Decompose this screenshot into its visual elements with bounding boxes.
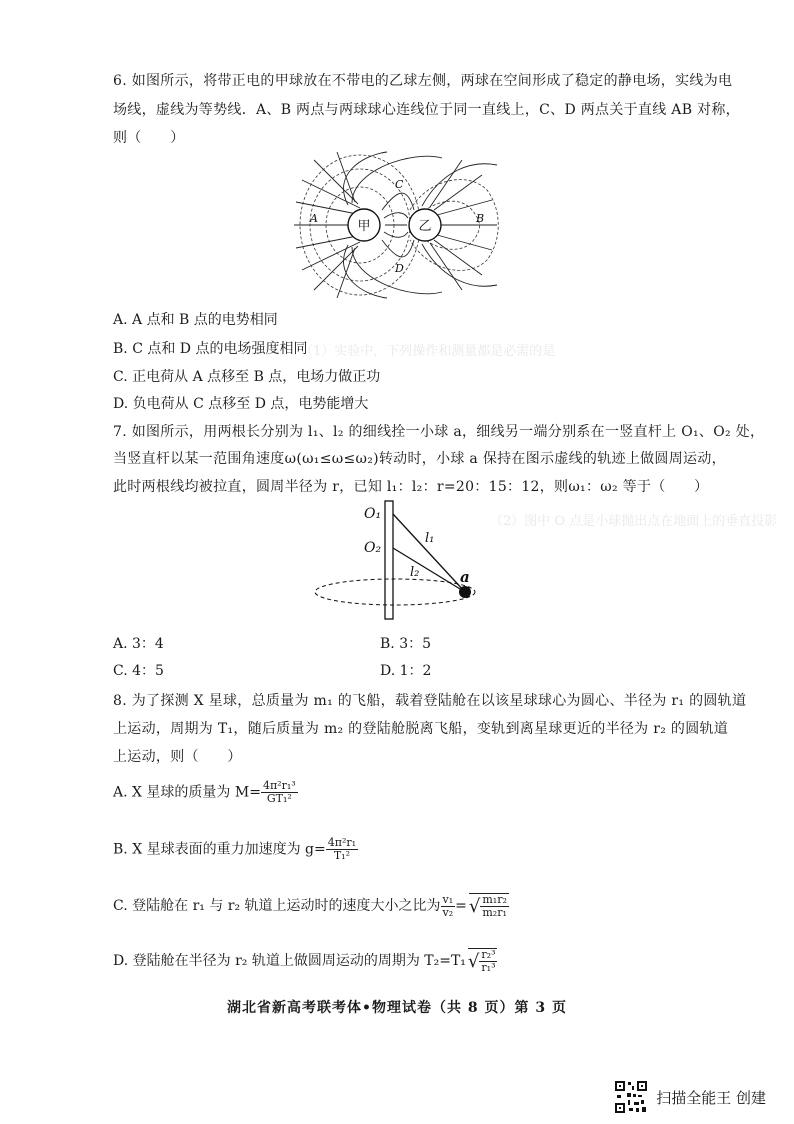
qr-code-icon bbox=[614, 1080, 648, 1114]
q8-option-c-velocity-ratio bbox=[441, 894, 456, 919]
q6-option-b: B. C 点和 D 点的电场强度相同 bbox=[113, 341, 308, 357]
q8-option-b-prefix: B. X 星球表面的重力加速度为 g= bbox=[113, 841, 326, 858]
q7-stem-line-3: 此时两根线均被拉直，圆周半径为 r，已知 l₁：l₂：r=20：15：12，则ω₁：ω₂ 等于（ ） bbox=[113, 479, 709, 495]
q6-option-c: C. 正电荷从 A 点移至 B 点，电场力做正功 bbox=[113, 369, 381, 385]
q8-option-c-root-numerator: m₁r₂ bbox=[482, 893, 507, 906]
q8-option-a-fraction bbox=[261, 780, 298, 805]
label-A: A bbox=[310, 212, 318, 225]
q8-option-d-sqrt: √ $\frac{\text{r₂³}}{\text{r₁³}}$ bbox=[467, 948, 496, 974]
q6-stem-line-3: 则（ ） bbox=[113, 130, 185, 146]
q8-stem-line-2: 上运动，周期为 T₁，随后质量为 m₂ 的登陆舱脱离飞船，变轨到离星球更近的半径为 r₂ 的圆轨道 bbox=[113, 721, 729, 737]
label-jia: 甲 bbox=[357, 219, 371, 234]
label-O2: O₂ bbox=[364, 540, 382, 556]
scanner-watermark bbox=[614, 1080, 766, 1114]
q8-stem-line-1: 8. 为了探测 X 星球，总质量为 m₁ 的飞船，载着登陆舱在以该星球球心为圆心、半径为 r₁ 的圆轨道 bbox=[113, 693, 747, 709]
q8-option-d-prefix: D. 登陆舱在半径为 r₂ 轨道上做圆周运动的周期为 T₂=T₁ bbox=[113, 953, 466, 969]
q8-option-c-prefix: C. 登陆舱在 r₁ 与 r₂ 轨道上运动时的速度大小之比为 bbox=[113, 898, 441, 914]
label-O1: O₁ bbox=[364, 506, 382, 522]
q8-option-b-fraction bbox=[326, 837, 358, 862]
q6-option-d: D. 负电荷从 C 点移至 D 点，电势能增大 bbox=[113, 396, 369, 412]
q6-stem-line-1: 6. 如图所示，将带正电的甲球放在不带电的乙球左侧，两球在空间形成了稳定的静电场，实线为电 bbox=[113, 73, 733, 89]
q7-option-a: A. 3：4 bbox=[113, 636, 164, 652]
q7-option-b: B. 3：5 bbox=[380, 636, 432, 652]
q7-option-c: C. 4：5 bbox=[113, 663, 164, 679]
q8-option-a-denominator: GT₁² bbox=[266, 792, 292, 805]
q8-option-c-root-denominator: m₂r₁ bbox=[482, 906, 507, 919]
q8-stem-line-3: 上运动，则（ ） bbox=[113, 749, 242, 765]
q8-option-c-root-fraction bbox=[480, 894, 509, 919]
bleed-through-text: （2）图中 O 点是小球抛出点在地面上的垂直投影 bbox=[490, 514, 778, 529]
label-l2: l₂ bbox=[410, 565, 420, 580]
q8-option-a-numerator: 4π²r₁³ bbox=[262, 779, 296, 792]
q8-option-a bbox=[113, 780, 298, 805]
q8-option-d-root-fraction bbox=[479, 949, 497, 974]
q8-option-d-root-numerator: r₂³ bbox=[481, 948, 496, 961]
q6-stem-line-2: 场线，虚线为等势线．A、B 两点与两球球心连线位于同一直线上，C、D 两点关于直线 AB 对称， bbox=[113, 102, 740, 118]
q8-option-d-root-denominator: r₁³ bbox=[481, 961, 496, 974]
q8-option-c bbox=[113, 893, 509, 919]
q8-option-d bbox=[113, 948, 497, 974]
q6-option-a: A. A 点和 B 点的电势相同 bbox=[113, 312, 278, 328]
q8-option-c-v1: v₁ bbox=[442, 892, 454, 906]
q8-option-c-v2: v₂ bbox=[442, 905, 454, 919]
q8-option-c-sqrt: √ $\frac{\text{m₁r₂}}{\text{m₂r₁}}$ bbox=[468, 893, 507, 919]
q8-option-b bbox=[113, 837, 358, 862]
q7-option-d: D. 1：2 bbox=[380, 663, 432, 679]
label-l1: l₁ bbox=[425, 531, 435, 546]
q8-option-b-numerator: 4π²r₁ bbox=[327, 836, 357, 849]
label-B: B bbox=[476, 212, 485, 225]
label-D: D bbox=[395, 262, 404, 275]
q7-stem-line-1: 7. 如图所示，用两根长分别为 l₁、l₂ 的细线拴一小球 a，细线另一端分别系在一竖直杆上 O₁、O₂ 处， bbox=[113, 424, 765, 440]
q8-option-b-denominator: T₁² bbox=[333, 849, 350, 862]
label-C: C bbox=[395, 178, 404, 191]
rotating-rod-figure bbox=[300, 496, 500, 626]
label-yi: 乙 bbox=[418, 219, 432, 234]
electric-field-figure bbox=[292, 150, 502, 300]
bleed-through-text: （1）实验中，下列操作和测量都是必需的是 bbox=[300, 344, 556, 359]
label-a: a bbox=[460, 568, 470, 586]
q8-option-c-equals: = bbox=[455, 898, 467, 914]
q8-option-a-prefix: A. X 星球的质量为 M= bbox=[113, 784, 261, 801]
page-footer: 湖北省新高考联考体•物理试卷（共 8 页）第 3 页 bbox=[227, 1000, 567, 1016]
q7-stem-line-2: 当竖直杆以某一范围角速度ω(ω₁≤ω≤ω₂)转动时，小球 a 保持在图示虚线的轨迹上做圆周运动， bbox=[113, 451, 726, 467]
watermark-text: 扫描全能王 创建 bbox=[656, 1088, 766, 1107]
